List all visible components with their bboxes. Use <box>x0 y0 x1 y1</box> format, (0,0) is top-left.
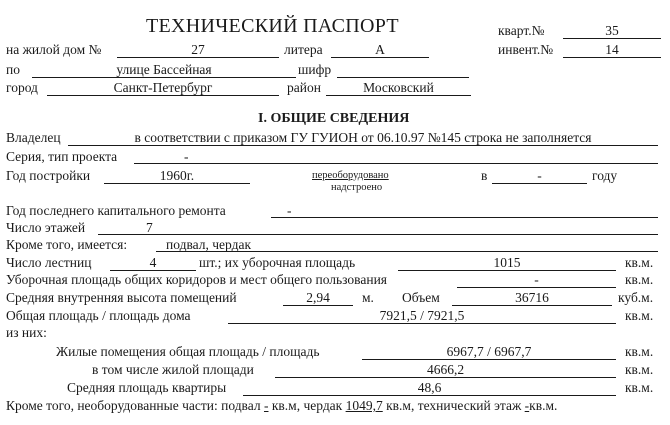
repair-label: Год последнего капитального ремонта <box>6 203 226 218</box>
living-area-label: в том числе жилой площади <box>92 362 254 377</box>
volume-value: 36716 <box>452 290 612 306</box>
volume-unit: куб.м. <box>618 290 654 305</box>
floors-label: Число этажей <box>6 220 86 235</box>
stairs-label: Число лестниц <box>6 255 92 270</box>
shifr-label: шифр <box>298 62 332 77</box>
extra-attic: 1049,7 <box>345 398 383 413</box>
built-label: Год постройки <box>6 168 91 183</box>
house-value: 27 <box>117 42 279 58</box>
series-label: Серия, тип проекта <box>6 149 118 164</box>
extra-tech: - <box>524 398 530 413</box>
extra-basement: - <box>263 398 269 413</box>
stairs-unit: кв.м. <box>625 255 654 270</box>
house-label: на жилой дом № <box>6 42 102 57</box>
extra-line <box>6 398 557 413</box>
living-label: Жилые помещения общая площадь / площадь <box>56 344 320 359</box>
extra-prefix: Кроме того, необорудованные части: подвал <box>6 398 261 413</box>
height-unit: м. <box>362 290 374 305</box>
repair-value: - <box>271 203 658 218</box>
also-label: Кроме того, имеется: <box>6 237 128 252</box>
in-value: - <box>492 168 587 184</box>
stairs-value: 4 <box>110 255 196 271</box>
shifr-value <box>337 62 469 78</box>
extra-attic-label: кв.м, чердак <box>271 398 343 413</box>
kvart-label: кварт.№ <box>498 23 545 38</box>
total-value: 7921,5 / 7921,5 <box>228 308 616 324</box>
street-value: улице Бассейная <box>32 62 296 78</box>
stairs-mid: шт.; их уборочная площадь <box>199 255 356 270</box>
litera-value: А <box>331 42 429 58</box>
living-area-value: 4666,2 <box>275 362 616 378</box>
section-title: I. ОБЩИЕ СВЕДЕНИЯ <box>258 111 410 126</box>
owner-label: Владелец <box>6 130 61 145</box>
living-unit: кв.м. <box>625 344 654 359</box>
total-label: Общая площадь / площадь дома <box>6 308 191 323</box>
litera-label: литера <box>284 42 323 57</box>
volume-label: Объем <box>402 290 440 305</box>
height-value: 2,94 <box>283 290 353 306</box>
living-area-unit: кв.м. <box>625 362 654 377</box>
also-value: подвал, чердак <box>156 237 658 252</box>
kvart-value: 35 <box>563 23 661 39</box>
invent-label: инвент.№ <box>498 42 554 57</box>
reequip-label: переоборудовано <box>312 170 389 181</box>
series-value: - <box>134 149 658 164</box>
extra-tail: кв.м. <box>529 398 558 413</box>
city-label: город <box>6 80 38 95</box>
corridors-unit: кв.м. <box>625 272 654 287</box>
total-unit: кв.м. <box>625 308 654 323</box>
living-value: 6967,7 / 6967,7 <box>362 344 616 360</box>
extra-tech-label: кв.м, технический этаж <box>386 398 522 413</box>
corridors-label: Уборочная площадь общих коридоров и мест общего пользования <box>6 272 388 287</box>
page-title: ТЕХНИЧЕСКИЙ ПАСПОРТ <box>146 15 399 37</box>
invent-value: 14 <box>563 42 661 58</box>
corridors-value: - <box>457 272 616 288</box>
street-label: по <box>6 62 20 77</box>
avg-value: 48,6 <box>243 380 616 396</box>
in-label: в <box>481 168 488 183</box>
of-them-label: из них: <box>6 325 47 340</box>
stairs-area: 1015 <box>398 255 616 271</box>
avg-label: Средняя площадь квартиры <box>67 380 227 395</box>
avg-unit: кв.м. <box>625 380 654 395</box>
superstruct-label: надстроено <box>331 182 383 193</box>
year-suffix: году <box>592 168 618 183</box>
district-label: район <box>287 80 321 95</box>
district-value: Московский <box>326 80 471 96</box>
owner-value: в соответствии с приказом ГУ ГУИОН от 06.10.97 №145 строка не заполняется <box>68 130 658 146</box>
city-value: Санкт-Петербург <box>47 80 279 96</box>
built-value: 1960г. <box>104 168 250 184</box>
height-label: Средняя внутренняя высота помещений <box>6 290 237 305</box>
floors-value: 7 <box>98 220 658 235</box>
